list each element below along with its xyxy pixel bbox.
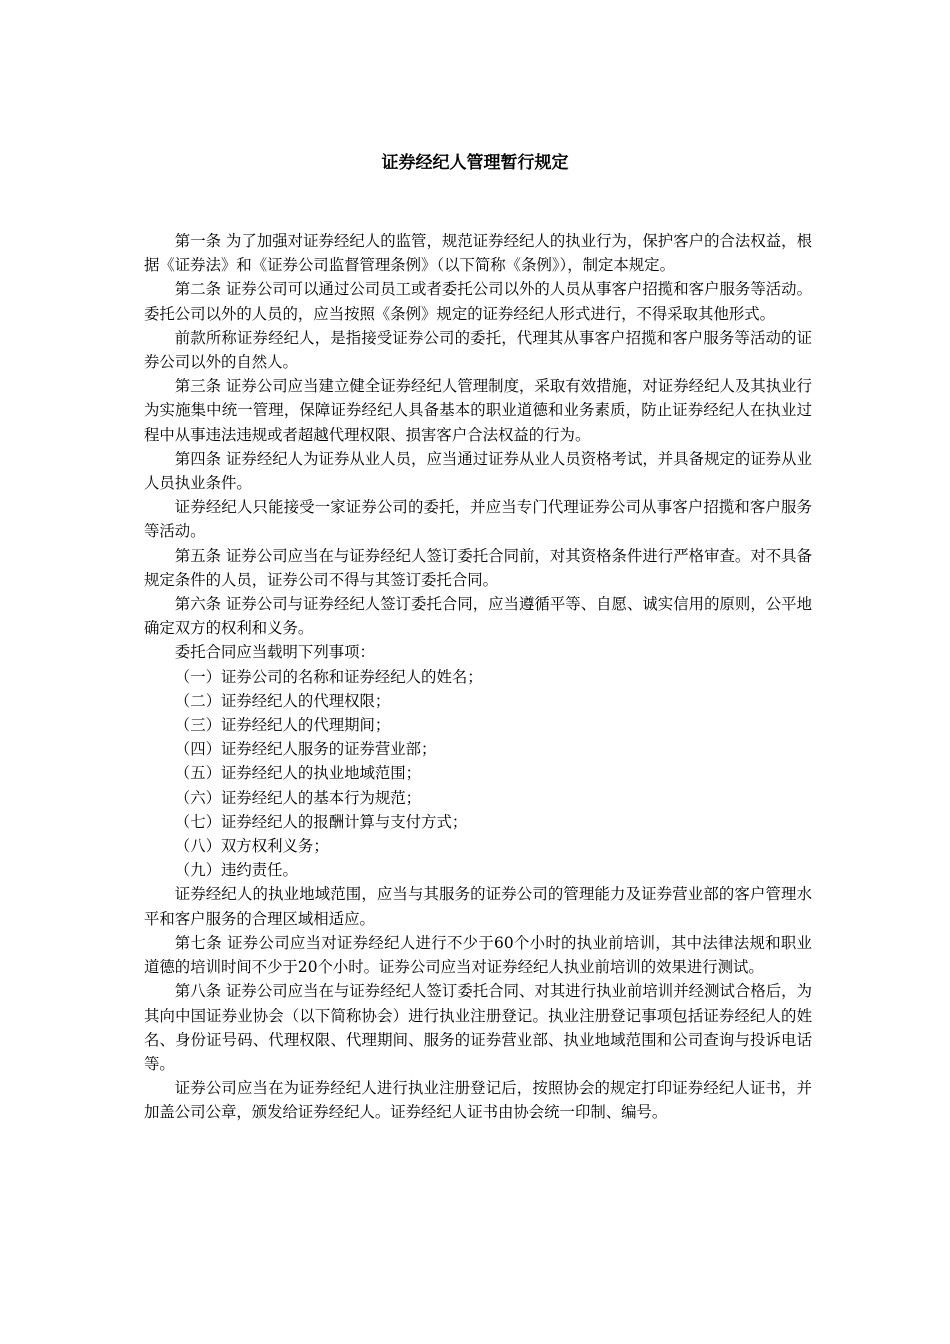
article-2: 第二条 证券公司可以通过公司员工或者委托公司以外的人员从事客户招揽和客户服务等活动。委托公司以外的人员的，应当按照《条例》规定的证券经纪人形式进行，不得采取其他形式。 xyxy=(144,280,812,323)
list-item: （一）证券公司的名称和证券经纪人的姓名； xyxy=(174,667,483,686)
list-item: （八）双方权利义务； xyxy=(174,837,329,856)
article-3: 第三条 证券公司应当建立健全证券经纪人管理制度，采取有效措施，对证券经纪人及其执业行为实施集中统一管理，保障证券经纪人具备基本的职业道德和业务素质，防止证券经纪人在执业过程中从事违法违规或者超越代理权限、损害客户合法权益的行为。 xyxy=(144,377,812,444)
list-item: （九）违约责任。 xyxy=(174,861,298,880)
document-title: 证券经纪人管理暂行规定 xyxy=(381,153,569,173)
list-item: （六）证券经纪人的基本行为规范； xyxy=(174,788,422,807)
list-item: （七）证券经纪人的报酬计算与支付方式； xyxy=(174,812,468,831)
paragraph: 前款所称证券经纪人，是指接受证券公司的委托，代理其从事客户招揽和客户服务等活动的证券公司以外的自然人。 xyxy=(144,328,812,372)
article-8: 第八条 证券公司应当在与证券经纪人签订委托合同、对其进行执业前培训并经测试合格后，为其向中国证券业协会（以下简称协会）进行执业注册登记。执业注册登记事项包括证券经纪人的姓名、身份证号码、代理权限、代理期间、服务的证券营业部、执业地域范围和公司查询与投诉电话等。 xyxy=(144,982,812,1073)
paragraph: 证券经纪人的执业地域范围，应当与其服务的证券公司的管理能力及证券营业部的客户管理水平和客户服务的合理区域相适应。 xyxy=(144,885,812,928)
paragraph: 证券经纪人只能接受一家证券公司的委托，并应当专门代理证券公司从事客户招揽和客户服务等活动。 xyxy=(144,498,812,541)
list-item: （二）证券经纪人的代理权限； xyxy=(174,691,391,710)
paragraph: 委托合同应当载明下列事项： xyxy=(174,643,375,662)
article-4: 第四条 证券经纪人为证券从业人员，应当通过证券从业人员资格考试，并具备规定的证券从业人员执业条件。 xyxy=(144,449,812,493)
document-body xyxy=(144,229,812,1125)
article-6: 第六条 证券公司与证券经纪人签订委托合同，应当遵循平等、自愿、诚实信用的原则，公平地确定双方的权利和义务。 xyxy=(144,595,812,638)
article-5: 第五条 证券公司应当在与证券经纪人签订委托合同前，对其资格条件进行严格审查。对不具备规定条件的人员，证券公司不得与其签订委托合同。 xyxy=(144,546,812,589)
list-item: （五）证券经纪人的执业地域范围； xyxy=(174,764,422,783)
list-item: （四）证券经纪人服务的证券营业部； xyxy=(174,740,437,759)
article-7: 第七条 证券公司应当对证券经纪人进行不少于60个小时的执业前培训，其中法律法规和职业道德的培训时间不少于20个小时。证券公司应当对证券经纪人执业前培训的效果进行测试。 xyxy=(144,933,812,977)
paragraph: 证券公司应当在为证券经纪人进行执业注册登记后，按照协会的规定打印证券经纪人证书，并加盖公司公章，颁发给证券经纪人。证券经纪人证书由协会统一印制、编号。 xyxy=(144,1079,812,1122)
list-item: （三）证券经纪人的代理期间； xyxy=(174,716,391,735)
article-1: 第一条 为了加强对证券经纪人的监管，规范证券经纪人的执业行为，保护客户的合法权益，根据《证券法》和《证券公司监督管理条例》（以下简称《条例》），制定本规定。 xyxy=(144,232,812,275)
